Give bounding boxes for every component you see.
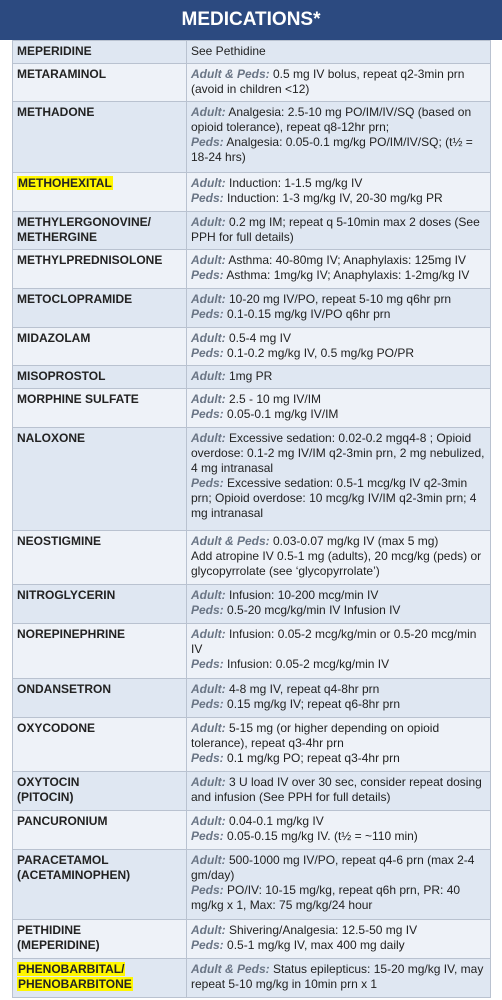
dosage-text: Asthma: 40-80mg IV; Anaphylaxis: 125mg IV bbox=[225, 253, 467, 268]
dosage-population-label: Adult: bbox=[191, 813, 226, 828]
dosage-line bbox=[191, 588, 487, 603]
medication-row bbox=[13, 717, 491, 772]
dosage-line bbox=[191, 215, 487, 245]
dosage-population-label: Peds: bbox=[191, 135, 224, 150]
medication-name-cell bbox=[13, 810, 187, 849]
medication-name-cell bbox=[13, 849, 187, 920]
dosage-line bbox=[191, 682, 487, 697]
dosage-population-label: Adult: bbox=[191, 391, 226, 406]
dosage-cell bbox=[187, 427, 491, 530]
medication-name-cell bbox=[13, 366, 187, 389]
dosage-text: 0.5 mg IV bolus, repeat q2-3min prn (avoid in children <12) bbox=[191, 66, 465, 96]
dosage-line bbox=[191, 307, 487, 322]
medication-name: MORPHINE SULFATE bbox=[17, 391, 139, 406]
medication-name: METHYLPREDNISOLONE bbox=[17, 253, 163, 268]
dosage-population-label: Adult: bbox=[191, 176, 226, 191]
medication-name: NALOXONE bbox=[17, 430, 86, 445]
dosage-cell bbox=[187, 211, 491, 250]
dosage-population-label: Adult: bbox=[191, 720, 226, 735]
dosage-population-label: Peds: bbox=[191, 307, 224, 322]
medication-row bbox=[13, 772, 491, 811]
dosage-population-label: Peds: bbox=[191, 696, 224, 711]
dosage-cell bbox=[187, 366, 491, 389]
dosage-line bbox=[191, 346, 487, 361]
medication-name-cell bbox=[13, 772, 187, 811]
dosage-line bbox=[191, 938, 487, 953]
dosage-line bbox=[191, 176, 487, 191]
medication-name: PARACETAMOL bbox=[17, 852, 109, 867]
dosage-line bbox=[191, 751, 487, 766]
medication-name: METHADONE bbox=[17, 105, 95, 120]
dosage-text: 0.03-0.07 mg/kg IV (max 5 mg) bbox=[269, 533, 439, 548]
dosage-population-label: Peds: bbox=[191, 345, 224, 360]
dosage-line bbox=[191, 67, 487, 97]
medication-name-cell bbox=[13, 585, 187, 624]
medication-name-cell bbox=[13, 289, 187, 328]
dosage-cell bbox=[187, 624, 491, 679]
dosage-cell bbox=[187, 41, 491, 64]
medication-name: OXYTOCIN bbox=[17, 775, 80, 790]
medication-row bbox=[13, 585, 491, 624]
dosage-text: 0.2 mg IM; repeat q 5-10min max 2 doses (See PPH for full details) bbox=[191, 214, 480, 244]
dosage-text: Excessive sedation: 0.02-0.2 mgq4-8 ; Opioid overdose: 0.1-2 mg IV/IM q2-3min prn, 2 mg nebulized, 4 mg intranasal bbox=[191, 430, 485, 475]
dosage-line bbox=[191, 105, 487, 135]
dosage-text: 0.15 mg/kg IV; repeat q6-8hr prn bbox=[223, 696, 401, 711]
dosage-population-label: Adult: bbox=[191, 681, 226, 696]
medication-name: MISOPROSTOL bbox=[17, 369, 106, 384]
dosage-text: 2.5 - 10 mg IV/IM bbox=[225, 391, 322, 406]
medication-name-cell bbox=[13, 530, 187, 585]
dosage-text: Excessive sedation: 0.5-1 mcg/kg IV q2-3min prn; Opioid overdose: 10 mcg/kg IV/IM q2-3min prn; 4 mg intranasal bbox=[191, 475, 477, 520]
dosage-cell bbox=[187, 810, 491, 849]
medication-name: MIDAZOLAM bbox=[17, 330, 91, 345]
dosage-text: 0.1-0.2 mg/kg IV, 0.5 mg/kg PO/PR bbox=[223, 345, 414, 360]
dosage-population-label: Adult: bbox=[191, 253, 226, 268]
dosage-cell bbox=[187, 388, 491, 427]
dosage-population-label: Adult: bbox=[191, 923, 226, 938]
medication-name: NOREPINEPHRINE bbox=[17, 627, 126, 642]
dosage-population-label: Adult & Peds: bbox=[191, 66, 270, 81]
medication-name: METHOHEXITAL bbox=[18, 176, 112, 191]
dosage-population-label: Adult: bbox=[191, 105, 226, 120]
dosage-population-label: Peds: bbox=[191, 191, 224, 206]
medication-row bbox=[13, 920, 491, 959]
dosage-text: Asthma: 1mg/kg IV; Anaphylaxis: 1-2mg/kg IV bbox=[223, 268, 470, 283]
dosage-cell bbox=[187, 102, 491, 173]
page-title: MEDICATIONS* bbox=[0, 0, 502, 40]
dosage-population-label: Peds: bbox=[191, 750, 224, 765]
dosage-text: Infusion: 10-200 mcg/min IV bbox=[225, 588, 379, 603]
dosage-population-label: Peds: bbox=[191, 828, 224, 843]
medication-name-cell bbox=[13, 388, 187, 427]
dosage-cell bbox=[187, 289, 491, 328]
dosage-text: Induction: 1-3 mg/kg IV, 20-30 mg/kg PR bbox=[223, 191, 443, 206]
dosage-population-label: Peds: bbox=[191, 268, 224, 283]
medication-row bbox=[13, 624, 491, 679]
medication-row bbox=[13, 366, 491, 389]
dosage-cell bbox=[187, 585, 491, 624]
medication-name: PANCURONIUM bbox=[17, 813, 108, 828]
dosage-text: Infusion: 0.05-2 mcg/kg/min IV bbox=[223, 657, 390, 672]
dosage-line bbox=[191, 814, 487, 829]
dosage-text: Induction: 1-1.5 mg/kg IV bbox=[225, 176, 363, 191]
dosage-line bbox=[191, 923, 487, 938]
dosage-line bbox=[191, 268, 487, 283]
medication-row bbox=[13, 849, 491, 920]
dosage-population-label: Adult & Peds: bbox=[191, 962, 270, 977]
dosage-cell bbox=[187, 920, 491, 959]
dosage-text: 0.04-0.1 mg/kg IV bbox=[225, 813, 324, 828]
medication-name-cell bbox=[13, 63, 187, 102]
dosage-text: Analgesia: 0.05-0.1 mg/kg PO/IM/IV/SQ; (t½ = 18-24 hrs) bbox=[191, 135, 473, 165]
medication-name-cell bbox=[13, 717, 187, 772]
medication-name: (ACETAMINOPHEN) bbox=[17, 867, 131, 882]
medication-name-cell bbox=[13, 678, 187, 717]
dosage-line bbox=[191, 135, 487, 165]
dosage-line bbox=[191, 44, 487, 59]
dosage-population-label: Adult: bbox=[191, 369, 226, 384]
dosage-line bbox=[191, 962, 487, 992]
dosage-population-label: Adult: bbox=[191, 430, 226, 445]
medication-row bbox=[13, 250, 491, 289]
medication-name: (MEPERIDINE) bbox=[17, 938, 100, 953]
dosage-line bbox=[191, 407, 487, 422]
medication-row bbox=[13, 211, 491, 250]
dosage-population-label: Adult: bbox=[191, 292, 226, 307]
dosage-line bbox=[191, 657, 487, 672]
dosage-population-label: Peds: bbox=[191, 882, 224, 897]
medication-row bbox=[13, 388, 491, 427]
medication-name: (PITOCIN) bbox=[17, 790, 74, 805]
dosage-population-label: Adult: bbox=[191, 775, 226, 790]
dosage-text: Infusion: 0.05-2 mcg/kg/min or 0.5-20 mcg/min IV bbox=[191, 627, 477, 657]
medication-name: PHENOBARBITAL/ bbox=[18, 962, 125, 977]
dosage-text: 0.5-4 mg IV bbox=[225, 330, 292, 345]
dosage-text: 10-20 mg IV/PO, repeat 5-10 mg q6hr prn bbox=[225, 292, 452, 307]
medication-row bbox=[13, 427, 491, 530]
dosage-text: PO/IV: 10-15 mg/kg, repeat q6h prn, PR: 40 mg/kg x 1, Max: 75 mg/kg/24 hour bbox=[191, 882, 461, 912]
dosage-line bbox=[191, 829, 487, 844]
dosage-line bbox=[191, 534, 487, 549]
medication-row bbox=[13, 102, 491, 173]
medication-row bbox=[13, 41, 491, 64]
dosage-population-label: Peds: bbox=[191, 657, 224, 672]
medication-row bbox=[13, 678, 491, 717]
dosage-line bbox=[191, 627, 487, 657]
medication-name: PHENOBARBITONE bbox=[18, 977, 132, 992]
medication-row bbox=[13, 63, 491, 102]
dosage-cell bbox=[187, 678, 491, 717]
medication-row bbox=[13, 810, 491, 849]
dosage-cell bbox=[187, 173, 491, 212]
medication-name-cell bbox=[13, 624, 187, 679]
medication-row bbox=[13, 173, 491, 212]
dosage-cell bbox=[187, 772, 491, 811]
dosage-population-label: Peds: bbox=[191, 603, 224, 618]
dosage-text: 5-15 mg (or higher depending on opioid tolerance), repeat q3-4hr prn bbox=[191, 720, 440, 750]
dosage-population-label: Adult: bbox=[191, 214, 226, 229]
medication-name: METHYLERGONOVINE/ bbox=[17, 214, 152, 229]
dosage-text: 0.1 mg/kg PO; repeat q3-4hr prn bbox=[223, 750, 400, 765]
dosage-text: Shivering/Analgesia: 12.5-50 mg IV bbox=[225, 923, 418, 938]
medication-row bbox=[13, 289, 491, 328]
medication-name: NEOSTIGMINE bbox=[17, 533, 102, 548]
dosage-line bbox=[191, 853, 487, 883]
medication-name: NITROGLYCERIN bbox=[17, 588, 116, 603]
dosage-line bbox=[191, 549, 487, 579]
dosage-text: 0.1-0.15 mg/kg IV/PO q6hr prn bbox=[223, 307, 391, 322]
medication-name: OXYCODONE bbox=[17, 720, 96, 735]
medication-row bbox=[13, 327, 491, 366]
dosage-population-label: Peds: bbox=[191, 475, 224, 490]
dosage-cell bbox=[187, 717, 491, 772]
dosage-population-label: Adult: bbox=[191, 330, 226, 345]
medication-name: PETHIDINE bbox=[17, 923, 82, 938]
medication-name-cell bbox=[13, 211, 187, 250]
medication-name: METHERGINE bbox=[17, 229, 98, 244]
dosage-line bbox=[191, 253, 487, 268]
medication-row bbox=[13, 530, 491, 585]
medication-name-cell bbox=[13, 959, 187, 998]
dosage-line bbox=[191, 775, 487, 805]
dosage-line bbox=[191, 721, 487, 751]
dosage-text: 0.05-0.15 mg/kg IV. (t½ = ~110 min) bbox=[223, 828, 418, 843]
dosage-text: 500-1000 mg IV/PO, repeat q4-6 prn (max 2-4 gm/day) bbox=[191, 852, 475, 882]
medication-name: METARAMINOL bbox=[17, 66, 107, 81]
dosage-population-label: Adult: bbox=[191, 588, 226, 603]
medications-table bbox=[12, 40, 491, 998]
dosage-cell bbox=[187, 250, 491, 289]
dosage-line bbox=[191, 431, 487, 476]
medication-name-cell bbox=[13, 41, 187, 64]
dosage-cell bbox=[187, 63, 491, 102]
dosage-text: 0.5-1 mg/kg IV, max 400 mg daily bbox=[223, 938, 405, 953]
medication-name-cell bbox=[13, 327, 187, 366]
dosage-text: See Pethidine bbox=[191, 44, 266, 58]
dosage-line bbox=[191, 476, 487, 521]
dosage-population-label: Adult & Peds: bbox=[191, 533, 270, 548]
medication-name-cell bbox=[13, 427, 187, 530]
dosage-text: 4-8 mg IV, repeat q4-8hr prn bbox=[225, 681, 380, 696]
dosage-text: 0.05-0.1 mg/kg IV/IM bbox=[223, 406, 339, 421]
medication-name-cell bbox=[13, 920, 187, 959]
dosage-line bbox=[191, 883, 487, 913]
dosage-population-label: Peds: bbox=[191, 406, 224, 421]
dosage-line bbox=[191, 191, 487, 206]
medication-name-cell bbox=[13, 173, 187, 212]
dosage-line bbox=[191, 292, 487, 307]
dosage-cell bbox=[187, 849, 491, 920]
medication-name-cell bbox=[13, 250, 187, 289]
medication-name: ONDANSETRON bbox=[17, 681, 112, 696]
dosage-population-label: Peds: bbox=[191, 938, 224, 953]
dosage-text: 3 U load IV over 30 sec, consider repeat dosing and infusion (See PPH for full details) bbox=[191, 775, 482, 805]
dosage-cell bbox=[187, 959, 491, 998]
medication-name: MEPERIDINE bbox=[17, 44, 92, 58]
medication-name: METOCLOPRAMIDE bbox=[17, 292, 133, 307]
medication-name-cell bbox=[13, 102, 187, 173]
dosage-line bbox=[191, 697, 487, 712]
dosage-text: Add atropine IV 0.5-1 mg (adults), 20 mcg/kg (peds) or glycopyrrolate (see ‘glycopyrrolate’) bbox=[191, 548, 482, 578]
dosage-text: 0.5-20 mcg/kg/min IV Infusion IV bbox=[223, 603, 401, 618]
medications-table-body bbox=[13, 41, 491, 998]
dosage-text: Status epilepticus: 15-20 mg/kg IV, may repeat 5-10 mg/kg in 10min prn x 1 bbox=[191, 962, 484, 992]
dosage-population-label: Adult: bbox=[191, 627, 226, 642]
dosage-text: Analgesia: 2.5-10 mg PO/IM/IV/SQ (based on opioid tolerance), repeat q8-12hr prn; bbox=[191, 105, 472, 135]
medication-row bbox=[13, 959, 491, 998]
dosage-line bbox=[191, 331, 487, 346]
dosage-line bbox=[191, 603, 487, 618]
dosage-line bbox=[191, 369, 487, 384]
dosage-cell bbox=[187, 327, 491, 366]
dosage-population-label: Adult: bbox=[191, 852, 226, 867]
dosage-line bbox=[191, 392, 487, 407]
dosage-cell bbox=[187, 530, 491, 585]
dosage-text: 1mg PR bbox=[225, 369, 273, 384]
